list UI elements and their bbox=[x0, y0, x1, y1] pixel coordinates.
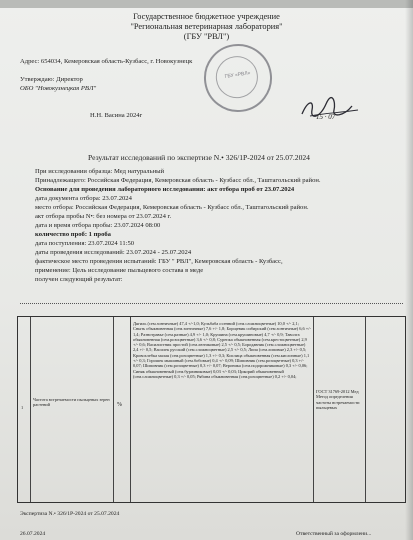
field-act: акт отбора пробы N•: без номера от 23.07.2024 г. bbox=[35, 213, 172, 220]
results-table bbox=[17, 316, 406, 503]
field-place-actual: фактическое место проведения испытаний: ГБУ " РВЛ", Кемеровская область - Кузбасс, bbox=[35, 258, 283, 265]
field-doc-date: дата документа отбора: 23.07.2024 bbox=[35, 195, 132, 202]
official-stamp: ГБУ «РВЛ» bbox=[200, 40, 277, 117]
footer-date: 26.07.2024 bbox=[20, 531, 46, 537]
field-quantity: количество проб: 1 проба bbox=[35, 231, 111, 238]
unit-cell: % bbox=[117, 402, 122, 408]
address: Адрес: 654034, Кемеровская область-Кузбасс, г. Новокузнецк bbox=[20, 58, 193, 65]
results-cell: Дягиль (сем.зонтичные) 47,4 +/-1,0; Кульбаба осенний (сем.сложноцветные) 10,0 +/- 2,1; Сныть обыкновенная (сем.зонтичные) 7,6 +/- 1,8; Борщевик сибирский (сем.зонтичные) 6,6 +/- 1,4; Разнотравье (сем.разные) 4,9 +/- 1,0; Крушина (сем.крушиновые) 4,7 +/- 0,9; Таволга обыкновенная (сем.розоцветные) 3,6 +/- 0,8; Сурепка обыкновенная (сем.крестоцветные) 2,9 +/- 0,6; Василистник простой (сем.лютиковые) 2,5 +/- 0,5; Бородавник (сем.сложноцветные) 2,4 +/- 0,5; Василек русский (сем.сложноцветные) 2,5 +/- 0,5; Липа (сем.липовые) 2,3 +/- 0,5; Кровохлебка малая (сем.розоцветные) 1,3 +/- 0,3; Кислица обыкновенная (сем.кисличные) 1,1 +/- 0,3; Горошек мышиный (сем.бобовые) 0,4 +/- 0,09; Шиповник (сем.розоцветные) 0,3 +/- 0,07; Шиповник (сем.розоцветные) 0,3 +/- 0,07; Вероника (сем.подорожниковые) 0,3 +/- 0,06; Синяк обыкновенный (сем.бурачниковые) 0,03 +/- 0,03; Цикорий обыкновенный (сем.сложноцветные) 0,3 +/- 0,05; Рябина обыкновенная (сем.розоцветные) 0,2 +/- 0,04; bbox=[133, 321, 311, 379]
org-line-2: "Региональная ветеринарная лаборатория" bbox=[130, 22, 283, 31]
footer-responsible: Ответственный за оформлени... bbox=[296, 531, 372, 537]
field-dates: даты проведения исследований: 23.07.2024 - 25.07.2024 bbox=[35, 249, 192, 256]
field-received: дата поступления: 23.07.2024 11:50 bbox=[35, 240, 135, 247]
page-shadow-top bbox=[0, 0, 413, 8]
approver-name: Н.Н. Васина 2024г bbox=[90, 112, 143, 119]
field-basis: Основание для проведения лабораторного исследования: акт отбора проб от 23.07.2024 bbox=[35, 186, 295, 193]
report-title: Результат исследований по экспертизе N.• 326/1Р-2024 от 25.07.2024 bbox=[88, 153, 310, 162]
org-line-3: (ГБУ "РВЛ") bbox=[183, 32, 230, 41]
method-cell: ГОСТ 31769-2012 Мед Метод определения частоты встречаемости пыльцевых bbox=[316, 389, 360, 410]
field-application: применение: Цель исследование пыльцевого состава в меде bbox=[35, 267, 204, 274]
field-owner: Принадлежащего: Российская Федерация, Кемеровская область - Кузбасс обл., Таштагольский район. bbox=[35, 177, 321, 184]
approval-date-handwritten: 15 · 07 bbox=[316, 113, 336, 121]
indicator-cell: Частота встречаемости пыльцевых зерен растений bbox=[33, 397, 110, 408]
field-place: место отбора: Российская Федерация, Кемеровская область - Кузбасс обл., Таштагольский район. bbox=[35, 204, 309, 211]
dotted-separator bbox=[20, 303, 403, 304]
row-number: 1 bbox=[21, 405, 24, 410]
field-sample: При исследовании образца: Мед натуральный bbox=[35, 168, 165, 175]
field-datetime: дата и время отбора пробы: 23.07.2024 08:00 bbox=[35, 222, 161, 229]
org-line-1: Государственное бюджетное учреждение bbox=[133, 12, 280, 21]
page-shadow-right bbox=[405, 0, 413, 540]
approve-line-1: Утверждаю: Директор bbox=[20, 76, 83, 83]
footer-reference: Экспертиза N.• 326/1Р-2024 от 25.07.2024 bbox=[20, 511, 120, 517]
approve-line-2: ОБО "Новокузнецкая РВЛ" bbox=[20, 85, 97, 92]
field-result: получен следующий результат: bbox=[35, 276, 123, 283]
